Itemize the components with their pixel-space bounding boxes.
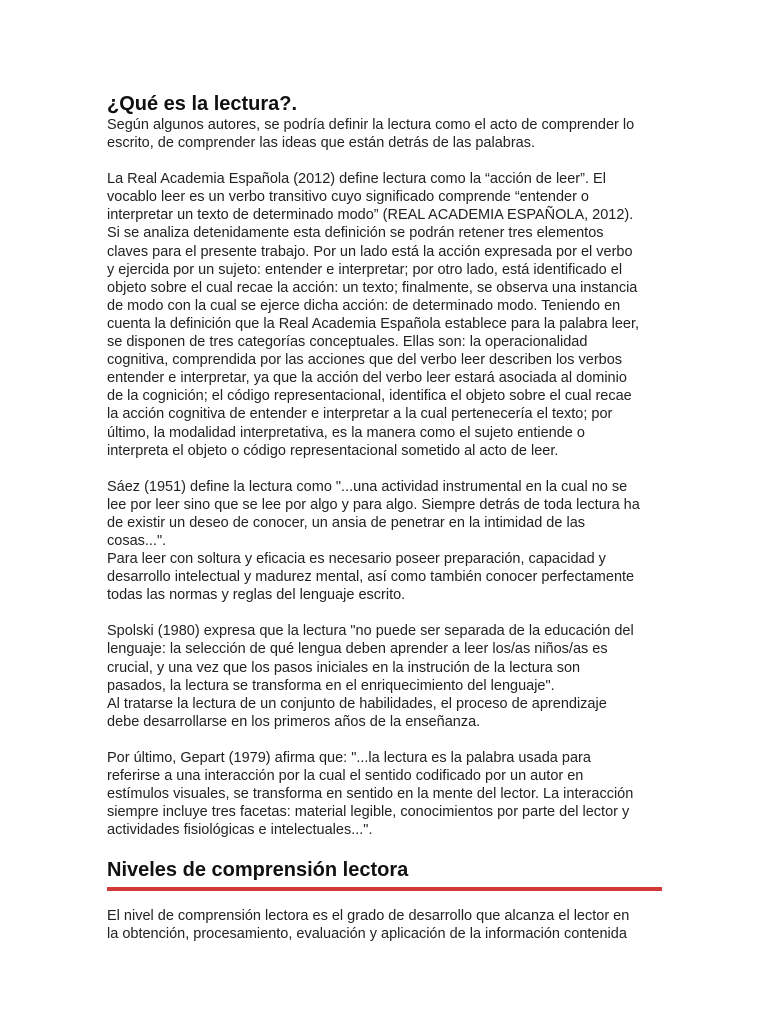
text-line: todas las normas y reglas del lenguaje escrito. — [107, 587, 406, 604]
text-line: cuenta la definición que la Real Academia Española establece para la palabra leer, — [107, 315, 640, 332]
document-page — [107, 92, 667, 944]
paragraph-spolski — [107, 622, 667, 731]
text-line: último, la modalidad interpretativa, es la manera como el sujeto entiende o — [107, 424, 585, 441]
text-line: referirse a una interacción por la cual el sentido codificado por un autor en — [107, 768, 584, 784]
paragraph-gap — [107, 604, 667, 622]
text-line: de modo con la cual se ejerce dicha acción: de determinado modo. Teniendo en — [107, 297, 621, 314]
text-line: debe desarrollarse en los primeros años de la enseñanza. — [107, 713, 481, 730]
text-line: entender e interpretar, ya que la acción del verbo leer estará asociada al dominio — [107, 370, 627, 387]
text-line: de existir un deseo de conocer, un ansia de penetrar en la intimidad de las — [107, 514, 586, 531]
text-line: cognitiva, comprendida por las acciones que del verbo leer describen los verbos — [107, 352, 623, 369]
text-line: cosas...". — [107, 532, 167, 549]
text-line: vocablo leer es un verbo transitivo cuyo significado comprende “entender o — [107, 189, 589, 206]
text-line: lee por leer sino que se lee por algo y para algo. Siempre detrás de toda lectura ha — [107, 496, 640, 513]
text-line: Spolski (1980) expresa que la lectura "no puede ser separada de la educación del — [107, 623, 634, 640]
text-line: Al tratarse la lectura de un conjunto de habilidades, el proceso de aprendizaje — [107, 695, 607, 712]
text-line: y ejercida por un sujeto: entender e interpretar; por otro lado, está identificado el — [107, 261, 623, 278]
text-line: objeto sobre el cual recae la acción: un texto; finalmente, se observa una instancia — [107, 279, 638, 296]
text-line: crucial, y una vez que los pasos iniciales en la instrución de la lectura son — [107, 659, 581, 676]
paragraph-saez — [107, 478, 667, 605]
paragraph-comprension — [107, 907, 667, 943]
paragraph-gap — [107, 460, 667, 478]
text-line: interpretar un texto de determinado modo” (REAL ACADEMIA ESPAÑOLA, 2012). — [107, 207, 634, 224]
text-line: la obtención, procesamiento, evaluación y aplicación de la información contenida — [107, 926, 627, 943]
text-line: actividades fisiológicas e intelectuales...". — [107, 822, 373, 839]
paragraph-gap — [107, 731, 667, 749]
text-line: claves para el presente trabajo. Por un lado está la acción expresada por el verbo — [107, 243, 633, 260]
text-line: siempre incluye tres facetas: material legible, conocimientos por parte del lector y — [107, 804, 630, 821]
paragraph-gap — [107, 152, 667, 170]
text-line: se disponen de tres categorías conceptuales. Ellas son: la operacionalidad — [107, 334, 588, 351]
text-line: escrito, de comprender las ideas que están detrás de las palabras. — [107, 135, 535, 152]
section-title: Niveles de comprensión lectora — [107, 859, 409, 882]
text-line: La Real Academia Española (2012) define lectura como la “acción de leer”. El — [107, 171, 606, 188]
page-title: ¿Qué es la lectura?. — [107, 93, 298, 115]
text-line: Según algunos autores, se podría definir la lectura como el acto de comprender lo — [107, 117, 635, 133]
text-line: desarrollo intelectual y madurez mental, así como también conocer perfectamente — [107, 569, 635, 586]
text-line: pasados, la lectura se transforma en el enriquecimiento del lenguaje". — [107, 677, 555, 694]
text-line: Por último, Gepart (1979) afirma que: "...la lectura es la palabra usada para — [107, 749, 591, 766]
section-spacer — [107, 891, 667, 907]
text-line: la acción cognitiva de entender e interpretar a la cual pertenecería el texto; por — [107, 406, 613, 423]
text-line: El nivel de comprensión lectora es el grado de desarrollo que alcanza el lector en — [107, 908, 630, 925]
text-line: Para leer con soltura y eficacia es necesario poseer preparación, capacidad y — [107, 551, 606, 568]
text-line: de la cognición; el código representacional, identifica el objeto sobre el cual recae — [107, 388, 632, 405]
text-line: Sáez (1951) define la lectura como "...una actividad instrumental en la cual no se — [107, 478, 628, 495]
paragraph-intro — [107, 116, 667, 152]
paragraph-gepart — [107, 749, 667, 839]
text-line: interpreta el objeto o código representacional sometido al acto de leer. — [107, 442, 559, 459]
paragraph-rae-definition — [107, 170, 667, 460]
text-line: Si se analiza detenidamente esta definición se podrán retener tres elementos — [107, 225, 604, 242]
text-line: estímulos visuales, se transforma en sentido en la mente del lector. La interacción — [107, 786, 634, 803]
text-line: lenguaje: la selección de qué lengua deben aprender a leer los/as niños/as es — [107, 641, 608, 658]
section-spacer — [107, 839, 667, 857]
